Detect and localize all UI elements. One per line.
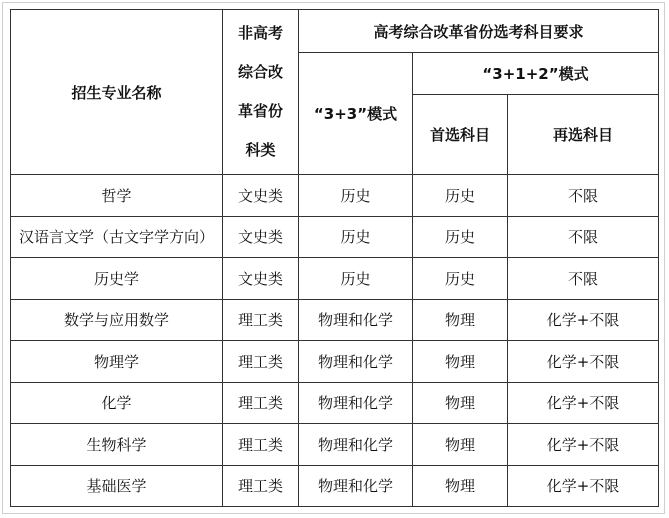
- cell-major: 汉语言文学（古文字学方向）: [11, 216, 223, 258]
- cell-first-choice: 物理: [413, 424, 508, 466]
- header-major-name: 招生专业名称: [11, 10, 223, 175]
- cell-major: 化学: [11, 382, 223, 424]
- cell-first-choice: 物理: [413, 299, 508, 341]
- cell-major: 物理学: [11, 341, 223, 383]
- cell-major: 哲学: [11, 175, 223, 217]
- header-mode-3-3: “3+3”模式: [299, 53, 413, 175]
- cell-category: 理工类: [223, 424, 299, 466]
- cell-mode-3-3: 历史: [299, 175, 413, 217]
- header-non-reform-line: 非高考: [237, 24, 283, 42]
- cell-mode-3-3: 物理和化学: [299, 341, 413, 383]
- table-row: [11, 216, 659, 258]
- table-row: [11, 424, 659, 466]
- header-reform-title: 高考综合改革省份选考科目要求: [299, 10, 659, 53]
- cell-second-choice: 化学+不限: [508, 299, 659, 341]
- cell-first-choice: 物理: [413, 341, 508, 383]
- header-first-choice: 首选科目: [413, 95, 508, 175]
- cell-category: 文史类: [223, 216, 299, 258]
- cell-mode-3-3: 物理和化学: [299, 424, 413, 466]
- cell-mode-3-3: 历史: [299, 216, 413, 258]
- cell-category: 文史类: [223, 175, 299, 217]
- cell-major: 基础医学: [11, 465, 223, 507]
- header-non-reform-line: 科类: [245, 141, 276, 159]
- table-row: [11, 465, 659, 507]
- cell-mode-3-3: 物理和化学: [299, 465, 413, 507]
- cell-major: 历史学: [11, 258, 223, 300]
- cell-category: 理工类: [223, 382, 299, 424]
- cell-second-choice: 不限: [508, 216, 659, 258]
- table-row: [11, 299, 659, 341]
- cell-mode-3-3: 物理和化学: [299, 299, 413, 341]
- cell-category: 理工类: [223, 465, 299, 507]
- cell-mode-3-3: 历史: [299, 258, 413, 300]
- cell-second-choice: 化学+不限: [508, 382, 659, 424]
- table-row: [11, 175, 659, 217]
- cell-second-choice: 化学+不限: [508, 465, 659, 507]
- cell-first-choice: 物理: [413, 382, 508, 424]
- cell-second-choice: 不限: [508, 175, 659, 217]
- header-non-reform-line: 革省份: [237, 102, 283, 120]
- cell-second-choice: 不限: [508, 258, 659, 300]
- header-second-choice: 再选科目: [508, 95, 659, 175]
- header-non-reform-line: 综合改: [237, 63, 283, 81]
- cell-second-choice: 化学+不限: [508, 341, 659, 383]
- cell-major: 数学与应用数学: [11, 299, 223, 341]
- cell-second-choice: 化学+不限: [508, 424, 659, 466]
- cell-category: 理工类: [223, 299, 299, 341]
- header-non-reform-category: [223, 10, 299, 175]
- cell-category: 文史类: [223, 258, 299, 300]
- header-row-1: [11, 10, 659, 53]
- cell-mode-3-3: 物理和化学: [299, 382, 413, 424]
- cell-major: 生物科学: [11, 424, 223, 466]
- header-mode-3-1-2: “3+1+2”模式: [413, 53, 659, 95]
- table-row: [11, 341, 659, 383]
- cell-first-choice: 历史: [413, 258, 508, 300]
- cell-category: 理工类: [223, 341, 299, 383]
- subject-requirements-table: [10, 9, 659, 507]
- table-row: [11, 382, 659, 424]
- cell-first-choice: 历史: [413, 175, 508, 217]
- cell-first-choice: 历史: [413, 216, 508, 258]
- cell-first-choice: 物理: [413, 465, 508, 507]
- table-row: [11, 258, 659, 300]
